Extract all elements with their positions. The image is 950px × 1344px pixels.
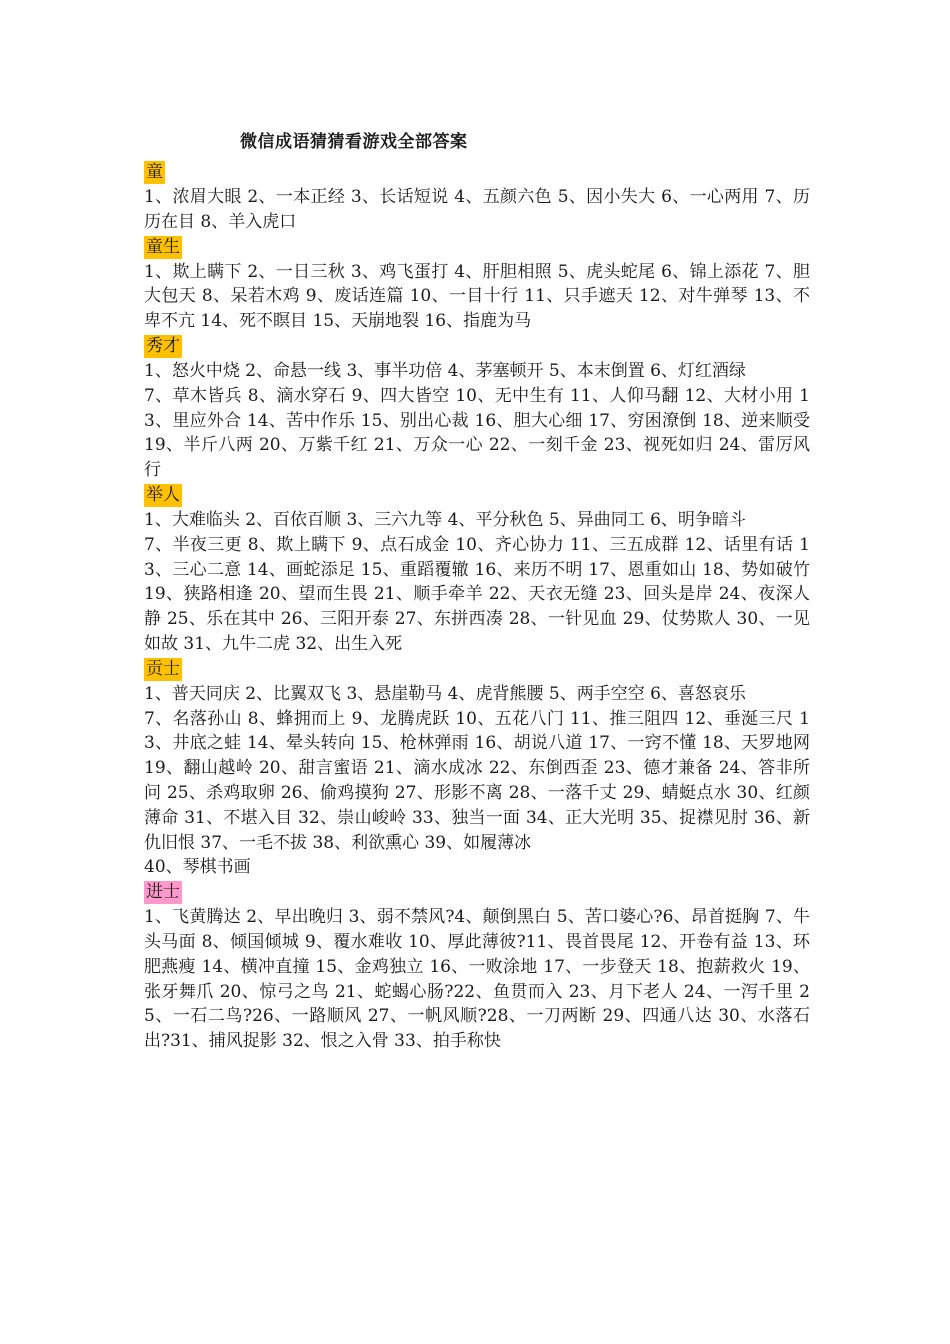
section-heading: 贡士 xyxy=(146,658,180,679)
answer-paragraph: 40、琴棋书画 xyxy=(144,857,251,878)
answer-paragraph: 1、普天同庆 2、比翼双飞 3、悬崖勒马 4、虎背熊腰 5、两手空空 6、喜怒哀乐 xyxy=(144,683,746,704)
answer-paragraph: 1、浓眉大眼 2、一本正经 3、长话短说 4、五颜六色 5、因小失大 6、一心两用 7、历历在目 8、羊入虎口 xyxy=(144,187,810,232)
section-heading: 秀才 xyxy=(146,335,180,356)
answer-paragraph: 7、名落孙山 8、蜂拥而上 9、龙腾虎跃 10、五花八门 11、推三阻四 12、垂涎三尺 13、井底之蛙 14、晕头转向 15、枪林弹雨 16、胡说八道 17、一窍不懂 18、天罗地网 19、翻山越岭 20、甜言蜜语 21、滴水成冰 22、东倒西歪 23、德才兼备 24、答非所问 25、杀鸡取卵 26、偷鸡摸狗 27、形影不离 28、一落千丈 29、蜻蜓点水 30、红颜薄命 31、不堪入目 32、崇山峻岭 33、独当一面 34、正大光明 35、捉襟见肘 36、新仇旧恨 37、一毛不拔 38、利欲熏心 39、如履薄冰 xyxy=(144,708,810,853)
answer-section xyxy=(144,160,810,235)
answer-section xyxy=(144,657,810,880)
document-title: 微信成语猜猜看游戏全部答案 xyxy=(240,132,468,152)
document-body xyxy=(144,160,810,1054)
section-heading: 童生 xyxy=(146,236,180,257)
answer-paragraph: 7、半夜三更 8、欺上瞒下 9、点石成金 10、齐心协力 11、三五成群 12、话里有话 13、三心二意 14、画蛇添足 15、重蹈覆辙 16、来历不明 17、恩重如山 18、势如破竹 19、狭路相逢 20、望而生畏 21、顺手牵羊 22、天衣无缝 23、回头是岸 24、夜深人静 25、乐在其中 26、三阳开泰 27、东拼西凑 28、一针见血 29、仗势欺人 30、一见如故 31、九牛二虎 32、出生入死 xyxy=(144,534,810,654)
answer-section xyxy=(144,334,810,483)
section-heading: 进士 xyxy=(146,882,180,903)
section-heading: 举人 xyxy=(146,484,180,505)
answer-paragraph: 7、草木皆兵 8、滴水穿石 9、四大皆空 10、无中生有 11、人仰马翻 12、大材小用 13、里应外合 14、苦中作乐 15、别出心裁 16、胆大心细 17、穷困潦倒 18、逆来顺受 19、半斤八两 20、万紫千红 21、万众一心 22、一刻千金 23、视死如归 24、雷厉风行 xyxy=(144,385,810,481)
answer-paragraph: 1、飞黄腾达 2、早出晚归 3、弱不禁风?4、颠倒黑白 5、苦口婆心?6、昂首挺胸 7、牛头马面 8、倾国倾城 9、覆水难收 10、厚此薄彼?11、畏首畏尾 12、开卷有益 13、环肥燕瘦 14、横冲直撞 15、金鸡独立 16、一败涂地 17、一步登天 18、抱薪救火 19、张牙舞爪 20、惊弓之鸟 21、蛇蝎心肠?22、鱼贯而入 23、月下老人 24、一泻千里 25、一石二鸟?26、一路顺风 27、一帆风顺?28、一刀两断 29、四通八达 30、水落石出?31、捕风捉影 32、恨之入骨 33、拍手称快 xyxy=(144,907,810,1052)
answer-section xyxy=(144,483,810,657)
answer-section xyxy=(144,235,810,334)
answer-paragraph: 1、欺上瞒下 2、一日三秋 3、鸡飞蛋打 4、肝胆相照 5、虎头蛇尾 6、锦上添花 7、胆大包天 8、呆若木鸡 9、废话连篇 10、一目十行 11、只手遮天 12、对牛弹琴 13、不卑不亢 14、死不瞑目 15、天崩地裂 16、指鹿为马 xyxy=(144,261,810,332)
section-heading: 童 xyxy=(146,162,163,182)
answer-paragraph: 1、大难临头 2、百依百顺 3、三六九等 4、平分秋色 5、异曲同工 6、明争暗斗 xyxy=(144,509,746,530)
answer-section xyxy=(144,880,810,1054)
answer-paragraph: 1、怒火中烧 2、命悬一线 3、事半功倍 4、茅塞顿开 5、本末倒置 6、灯红酒绿 xyxy=(144,360,746,381)
